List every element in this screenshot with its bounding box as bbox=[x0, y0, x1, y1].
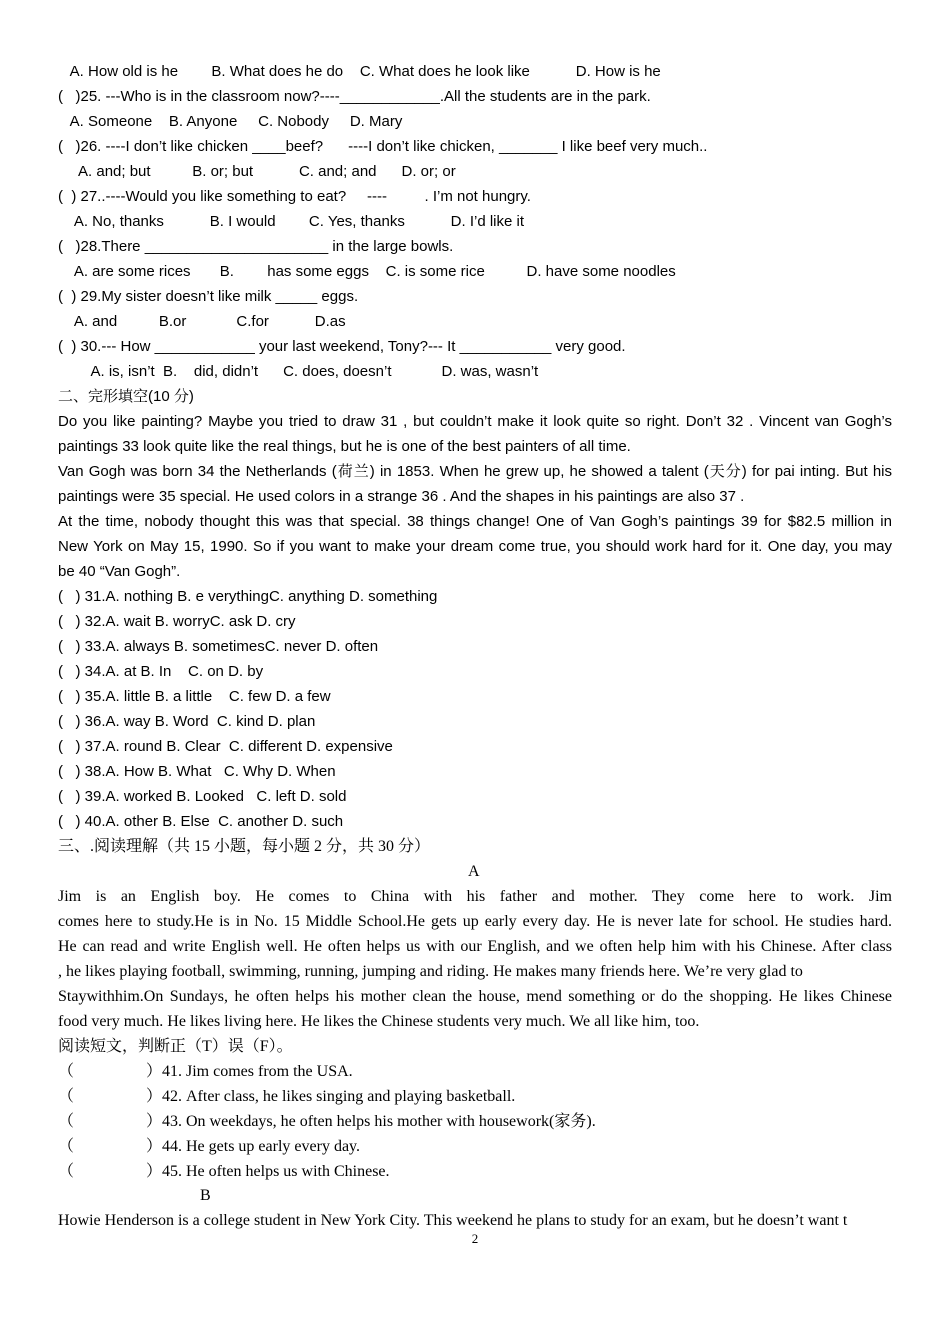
question-29: ( ) 29.My sister doesn’t like milk _____ eggs. bbox=[58, 288, 359, 305]
tf-instructions: 阅读短文，判断正（T）误（F）。 bbox=[58, 1038, 293, 1055]
passage-a-line: Jim is an English boy. He comes to China with his father and mother. They come here to work. Jim bbox=[58, 888, 892, 905]
question-40: ( ) 40.A. other B. Else C. another D. such bbox=[58, 813, 344, 830]
question-25: ( )25. ---Who is in the classroom now?----____________.All the students are in the park. bbox=[58, 88, 651, 105]
passage-a-label: A bbox=[468, 863, 480, 880]
cloze-passage-line: Do you like painting? Maybe you tried to draw 31 , but couldn’t make it look quite so right. Don’t 32 . Vincent van Gogh’s bbox=[58, 413, 892, 430]
question-43: （ ）43. On weekdays, he often helps his mother with housework(家务). bbox=[58, 1113, 596, 1130]
cloze-passage-line: paintings were 35 special. He used colors in a strange 36 . And the shapes in his paintings are also 37 . bbox=[58, 488, 745, 505]
section-3-heading: 三、.阅读理解（共 15 小题，每小题 2 分，共 30 分） bbox=[58, 838, 431, 855]
question-28: ( )28.There ______________________ in the large bowls. bbox=[58, 238, 454, 255]
q30-options: A. is, isn’t B. did, didn’t C. does, doesn’t D. was, wasn’t bbox=[58, 363, 539, 380]
question-44: （ ）44. He gets up early every day. bbox=[58, 1138, 361, 1155]
q28-options: A. are some rices B. has some eggs C. is some rice D. have some noodles bbox=[58, 263, 676, 280]
passage-b-label: B bbox=[200, 1187, 211, 1204]
passage-b-line: Howie Henderson is a college student in New York City. This weekend he plans to study for an exam, but he doesn’t want t bbox=[58, 1212, 848, 1229]
question-32: ( ) 32.A. wait B. worryC. ask D. cry bbox=[58, 613, 296, 630]
question-42: （ ）42. After class, he likes singing and playing basketball. bbox=[58, 1088, 516, 1105]
question-27: ( ) 27..----Would you like something to eat? ---- . I’m not hungry. bbox=[58, 188, 531, 205]
q26-options: A. and; but B. or; but C. and; and D. or; or bbox=[58, 163, 456, 180]
q29-options: A. and B.or C.for D.as bbox=[58, 313, 346, 330]
question-31: ( ) 31.A. nothing B. e verythingC. anything D. something bbox=[58, 588, 438, 605]
passage-a-line: comes here to study.He is in No. 15 Middle School.He gets up early every day. He is never late for school. He studies hard. bbox=[58, 913, 892, 930]
question-33: ( ) 33.A. always B. sometimesC. never D. often bbox=[58, 638, 379, 655]
question-36: ( ) 36.A. way B. Word C. kind D. plan bbox=[58, 713, 316, 730]
question-39: ( ) 39.A. worked B. Looked C. left D. sold bbox=[58, 788, 347, 805]
question-35: ( ) 35.A. little B. a little C. few D. a few bbox=[58, 688, 331, 705]
cloze-passage-line: Van Gogh was born 34 the Netherlands (荷兰) in 1853. When he grew up, he showed a talent (天分) for pai inting. But his bbox=[58, 463, 892, 480]
passage-a-line: He can read and write English well. He often helps us with our English, and we often help him with his Chinese. After class bbox=[58, 938, 892, 955]
question-41: （ ）41. Jim comes from the USA. bbox=[58, 1063, 353, 1080]
page-number: 2 bbox=[471, 1231, 479, 1246]
question-45: （ ）45. He often helps us with Chinese. bbox=[58, 1163, 390, 1180]
q27-options: A. No, thanks B. I would C. Yes, thanks D. I’d like it bbox=[58, 213, 525, 230]
question-37: ( ) 37.A. round B. Clear C. different D. expensive bbox=[58, 738, 393, 755]
cloze-passage-line: paintings 33 look quite like the real things, but he is one of the best painters of all time. bbox=[58, 438, 631, 455]
question-26: ( )26. ----I don’t like chicken ____beef? ----I don’t like chicken, _______ I like beef very much.. bbox=[58, 138, 708, 155]
passage-a-line: food very much. He likes living here. He likes the Chinese students very much. We all like him, too. bbox=[58, 1013, 700, 1030]
question-38: ( ) 38.A. How B. What C. Why D. When bbox=[58, 763, 336, 780]
q25-options: A. Someone B. Anyone C. Nobody D. Mary bbox=[58, 113, 403, 130]
cloze-passage-line: At the time, nobody thought this was that special. 38 things change! One of Van Gogh’s paintings 39 for $82.5 million in bbox=[58, 513, 892, 530]
question-30: ( ) 30.--- How ____________ your last weekend, Tony?--- It ___________ very good. bbox=[58, 338, 626, 355]
section-2-heading: 二、完形填空(10 分) bbox=[58, 388, 194, 405]
passage-a-line: , he likes playing football, swimming, running, jumping and riding. He makes many friends here. We’re very glad to bbox=[58, 963, 803, 980]
question-34: ( ) 34.A. at B. In C. on D. by bbox=[58, 663, 264, 680]
cloze-passage-line: be 40 “Van Gogh”. bbox=[58, 563, 181, 580]
cloze-passage-line: New York on May 15, 1990. So if you want to make your dream come true, you should work hard for it. One day, you may bbox=[58, 538, 892, 555]
passage-a-line: Staywithhim.On Sundays, he often helps his mother clean the house, mend something or do the shopping. He likes Chinese bbox=[58, 988, 892, 1005]
q24-options: A. How old is he B. What does he do C. What does he look like D. How is he bbox=[58, 63, 661, 80]
